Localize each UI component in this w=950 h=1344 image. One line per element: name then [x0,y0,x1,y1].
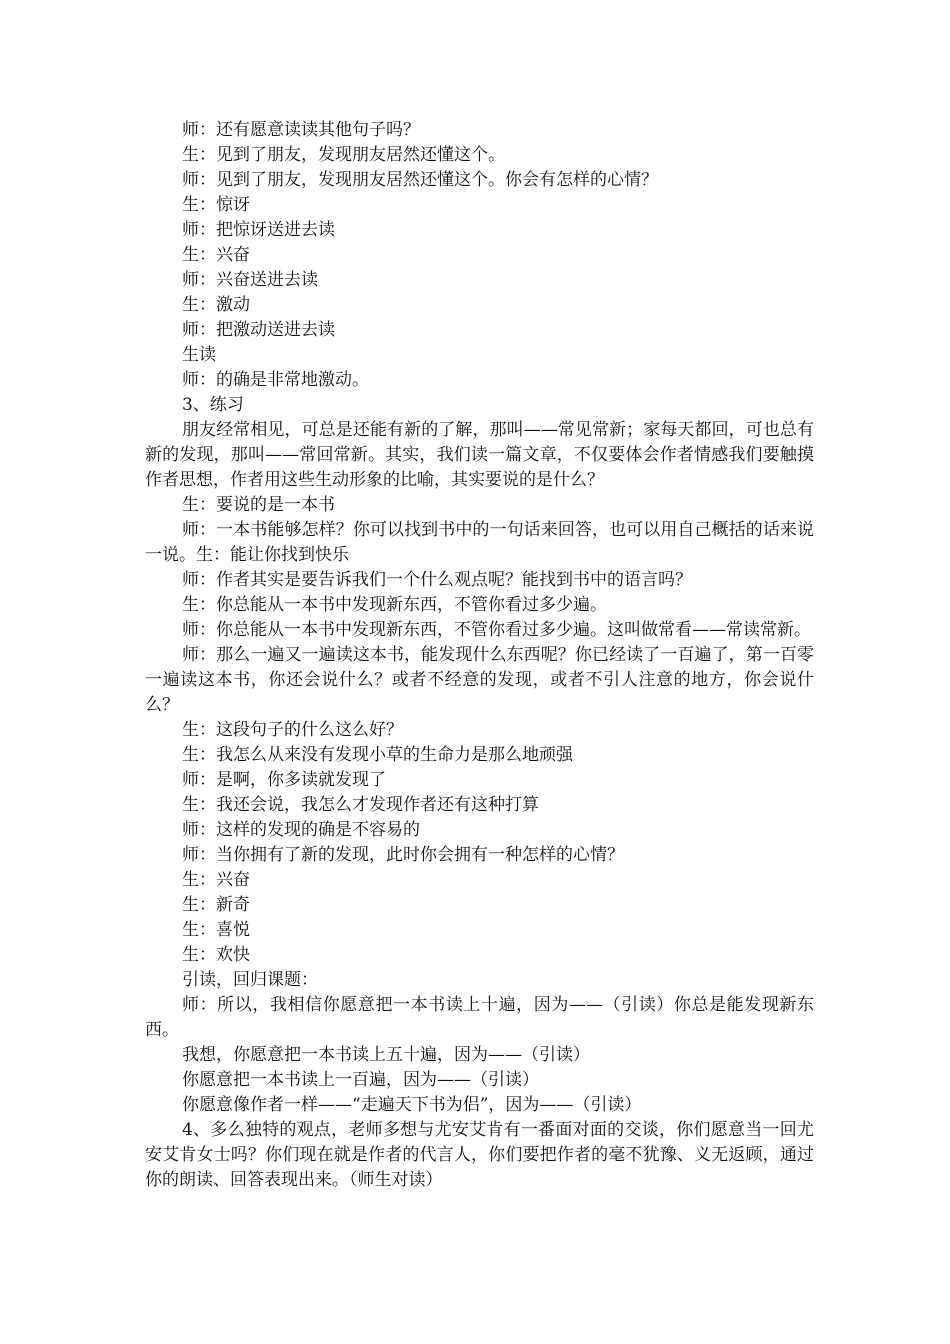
paragraph: 生：我怎么从来没有发现小草的生命力是那么地顽强 [182,745,573,765]
paragraph: 师：所以，我相信你愿意把一本书读上十遍，因为——（引读）你总是能发现新东西。 [145,995,814,1040]
paragraph: 生：兴奋 [182,245,250,265]
paragraph: 朋友经常相见，可总是还能有新的了解，那叫——常见常新；家每天都回，可也总有新的发现，那叫——常回常新。其实，我们读一篇文章，不仅要体会作者情感我们要触摸作者思想，作者用这些生动形象的比喻，其实要说的是什么？ [145,420,814,490]
paragraph: 生：激动 [182,295,250,315]
paragraph: 师：把惊讶送进去读 [182,220,335,240]
paragraph: 师：当你拥有了新的发现，此时你会拥有一种怎样的心情？ [182,845,624,865]
paragraph: 生：喜悦 [182,920,250,940]
paragraph: 你愿意把一本书读上一百遍，因为——（引读） [182,1070,539,1090]
paragraph: 师：那么一遍又一遍读这本书，能发现什么东西呢？你已经读了一百遍了，第一百零一遍读这本书，你还会说什么？或者不经意的发现，或者不引人注意的地方，你会说什么？ [145,645,814,715]
paragraph: 师：一本书能够怎样？你可以找到书中的一句话来回答，也可以用自己概括的话来说一说。生：能让你找到快乐 [145,520,814,565]
paragraph: 生：我还会说，我怎么才发现作者还有这种打算 [182,795,539,815]
paragraph: 师：是啊，你多读就发现了 [182,770,386,790]
paragraph: 师：作者其实是要告诉我们一个什么观点呢？能找到书中的语言吗？ [182,570,692,590]
paragraph: 你愿意像作者一样——“走遍天下书为侣”，因为——（引读） [182,1095,642,1115]
paragraph: 师：见到了朋友，发现朋友居然还懂这个。你会有怎样的心情？ [182,170,658,190]
paragraph: 师：这样的发现的确是不容易的 [182,820,420,840]
paragraph: 生：见到了朋友，发现朋友居然还懂这个。 [182,145,505,165]
paragraph: 生：你总能从一本书中发现新东西，不管你看过多少遍。 [182,595,607,615]
document-body [145,118,814,1193]
paragraph: 生：要说的是一本书 [182,495,335,515]
paragraph: 生：欢快 [182,945,250,965]
section-paragraph: 4、多么独特的观点，老师多想与尤安艾肯有一番面对面的交谈，你们愿意当一回尤安艾肯女士吗？你们现在就是作者的代言人，你们要把作者的毫不犹豫、义无返顾，通过你的朗读、回答表现出来。（师生对读） [145,1120,814,1190]
paragraph: 师：把激动送进去读 [182,320,335,340]
paragraph: 师：还有愿意读读其他句子吗？ [182,120,420,140]
paragraph: 我想，你愿意把一本书读上五十遍，因为——（引读） [182,1045,590,1065]
paragraph: 师：的确是非常地激动。 [182,370,369,390]
paragraph: 生：新奇 [182,895,250,915]
paragraph: 生读 [182,345,216,365]
paragraph: 师：兴奋送进去读 [182,270,318,290]
paragraph: 生：这段句子的什么这么好？ [182,720,403,740]
paragraph: 生：惊讶 [182,195,250,215]
paragraph: 引读，回归课题： [182,970,318,990]
paragraph: 师：你总能从一本书中发现新东西，不管你看过多少遍。这叫做常看——常读常新。 [182,620,811,640]
paragraph: 生：兴奋 [182,870,250,890]
section-heading: 3、练习 [182,395,244,415]
